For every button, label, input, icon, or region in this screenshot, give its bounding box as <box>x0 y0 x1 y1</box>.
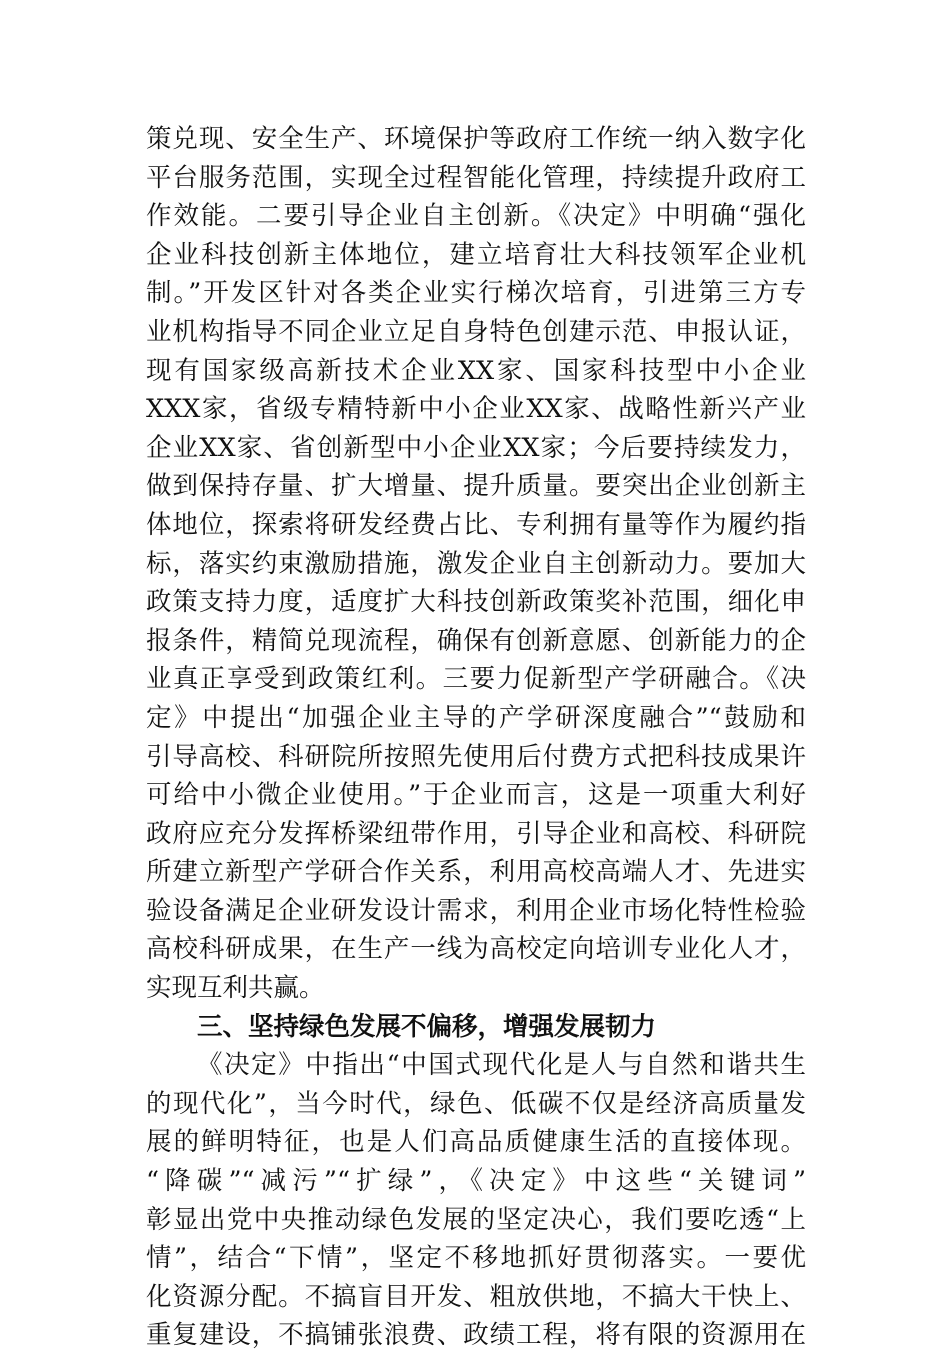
paragraph-1 <box>146 120 806 1008</box>
text-line: 定》中提出“加强企业主导的产学研深度融合”“鼓励和 <box>146 702 806 733</box>
text-line: 高校科研成果，在生产一线为高校定向培训专业化人才， <box>146 934 806 965</box>
paragraph-2 <box>146 1046 806 1355</box>
text-line: 企业XX家、省创新型中小企业XX家；今后要持续发力， <box>146 432 806 463</box>
text-line: 引导高校、科研院所按照先使用后付费方式把科技成果许 <box>146 741 806 772</box>
text-line: 平台服务范围，实现全过程智能化管理，持续提升政府工 <box>146 162 806 193</box>
text-line: 彰显出党中央推动绿色发展的坚定决心，我们要吃透“上 <box>146 1204 806 1235</box>
text-line: 业机构指导不同企业立足自身特色创建示范、申报认证， <box>146 316 806 347</box>
text-line: 体地位，探索将研发经费占比、专利拥有量等作为履约指 <box>146 509 806 540</box>
text-line: “降碳”“减污”“扩绿”，《决定》中这些“关键词” <box>146 1166 806 1197</box>
text-line: 现有国家级高新技术企业XX家、国家科技型中小企业 <box>146 355 806 386</box>
text-line: 企业科技创新主体地位，建立培育壮大科技领军企业机 <box>146 239 806 270</box>
text-line: 的现代化”，当今时代，绿色、低碳不仅是经济高质量发 <box>146 1088 806 1119</box>
text-line: 做到保持存量、扩大增量、提升质量。要突出企业创新主 <box>146 471 806 502</box>
text-line: 策兑现、安全生产、环境保护等政府工作统一纳入数字化 <box>146 124 806 154</box>
text-line: 业真正享受到政策红利。三要力促新型产学研融合。《决 <box>146 664 806 695</box>
text-line: 所建立新型产学研合作关系，利用高校高端人才、先进实 <box>146 857 806 888</box>
text-line: 化资源分配。不搞盲目开发、粗放供地，不搞大干快上、 <box>146 1281 806 1312</box>
section-heading: 三、坚持绿色发展不偏移，增强发展韧力 <box>197 1011 657 1042</box>
text-line: 政策支持力度，适度扩大科技创新政策奖补范围，细化申 <box>146 587 806 618</box>
text-line: 情”，结合“下情”，坚定不移地抓好贯彻落实。一要优 <box>146 1243 806 1274</box>
text-line: XXX家，省级专精特新中小企业XX家、战略性新兴产业 <box>146 394 806 425</box>
text-line: 重复建设，不搞铺张浪费、政绩工程，将有限的资源用在 <box>146 1320 806 1351</box>
text-line: 制。”开发区针对各类企业实行梯次培育，引进第三方专 <box>146 278 806 309</box>
text-line: 实现互利共赢。 <box>146 973 325 1004</box>
text-line: 政府应充分发挥桥梁纽带作用，引导企业和高校、科研院 <box>146 818 806 849</box>
text-line: 作效能。二要引导企业自主创新。《决定》中明确“强化 <box>146 201 806 232</box>
text-line: 展的鲜明特征，也是人们高品质健康生活的直接体现。 <box>146 1127 806 1158</box>
text-line: 报条件，精简兑现流程，确保有创新意愿、创新能力的企 <box>146 625 806 656</box>
text-line: 可给中小微企业使用。”于企业而言，这是一项重大利好 <box>146 780 806 811</box>
text-line: 《决定》中指出“中国式现代化是人与自然和谐共生 <box>197 1050 806 1081</box>
text-line: 验设备满足企业研发设计需求，利用企业市场化特性检验 <box>146 895 806 926</box>
document-body <box>146 120 806 1355</box>
text-line: 标，落实约束激励措施，激发企业自主创新动力。要加大 <box>146 548 806 579</box>
